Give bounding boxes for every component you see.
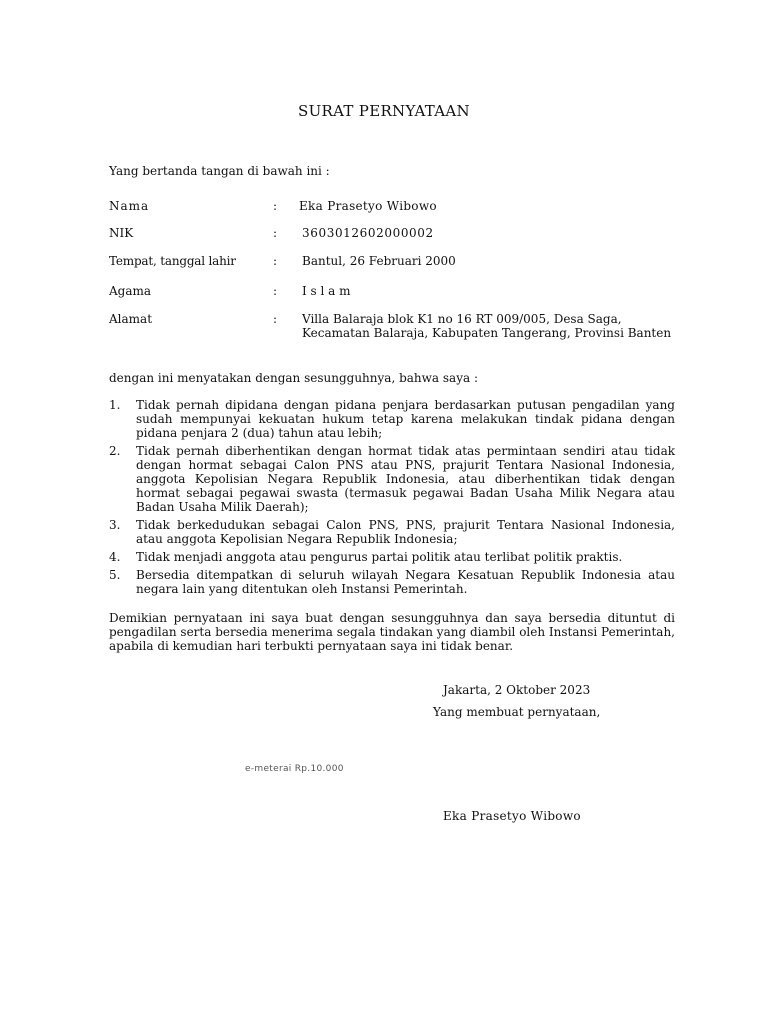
statement-text: Bersedia ditempatkan di seluruh wilayah Negara Kesatuan Republik Indonesia atau negara lain yang ditentukan oleh Instansi Pemerintah. (136, 568, 675, 596)
statement-number: 1. (109, 398, 121, 412)
statement-number: 4. (109, 550, 121, 564)
field-value: I s l a m (302, 284, 351, 298)
maker-label: Yang membuat pernyataan, (433, 705, 601, 719)
statement-item (109, 398, 675, 440)
field-colon: : (273, 199, 278, 213)
statement-number: 3. (109, 518, 121, 532)
field-value: Eka Prasetyo Wibowo (299, 199, 437, 213)
field-label: NIK (109, 226, 134, 240)
statement-number: 5. (109, 568, 121, 582)
field-label: Tempat, tanggal lahir (109, 254, 236, 268)
field-label: Agama (109, 284, 152, 298)
statement-text: Tidak pernah diberhentikan dengan hormat tidak atas permintaan sendiri atau tidak dengan hormat sebagai Calon PNS atau PNS, prajurit Tentara Nasional Indonesia, anggota Kepolisian Negara Republik Indonesia, atau diberhentikan tidak dengan hormat sebagai pegawai swasta (termasuk pegawai Badan Usaha Milik Negara atau Badan Usaha Milik Daerah); (136, 444, 675, 514)
statement-text: Tidak menjadi anggota atau pengurus partai politik atau terlibat politik praktis. (136, 550, 623, 564)
field-colon: : (273, 312, 278, 326)
field-label: Nama (109, 199, 150, 213)
statement-lead: dengan ini menyatakan dengan sesungguhnya, bahwa saya : (109, 371, 478, 385)
document-title: SURAT PERNYATAAN (298, 102, 470, 120)
statement-text: Tidak pernah dipidana dengan pidana penjara berdasarkan putusan pengadilan yang sudah mempunyai kekuatan hukum tetap karena melakukan tindak pidana dengan pidana penjara 2 (dua) tahun atau lebih; (136, 398, 675, 440)
statement-item (109, 444, 675, 514)
statement-number: 2. (109, 444, 121, 458)
statement-text: Tidak berkedudukan sebagai Calon PNS, PNS, prajurit Tentara Nasional Indonesia, atau anggota Kepolisian Negara Republik Indonesia; (136, 518, 675, 546)
statement-list (109, 398, 675, 600)
field-label: Alamat (109, 312, 153, 326)
field-colon: : (273, 254, 278, 268)
closing-paragraph: Demikian pernyataan ini saya buat dengan sesungguhnya dan saya bersedia dituntut di pengadilan serta bersedia menerima segala tindakan yang diambil oleh Instansi Pemerintah, apabila di kemudian hari terbukti pernyataan saya ini tidak benar. (109, 611, 675, 653)
statement-item (109, 568, 675, 596)
intro-text: Yang bertanda tangan di bawah ini : (109, 164, 330, 178)
field-value: Bantul, 26 Februari 2000 (302, 254, 456, 268)
statement-item (109, 550, 675, 564)
field-value: Villa Balaraja blok K1 no 16 RT 009/005, Desa Saga, Kecamatan Balaraja, Kabupaten Tangerang, Provinsi Banten (302, 312, 672, 340)
field-colon: : (273, 226, 278, 240)
place-and-date: Jakarta, 2 Oktober 2023 (443, 683, 591, 697)
e-meterai-stamp: e-meterai Rp.10.000 (245, 764, 344, 774)
field-colon: : (273, 284, 278, 298)
statement-item (109, 518, 675, 546)
field-value: 3603012602000002 (302, 226, 434, 240)
signer-name: Eka Prasetyo Wibowo (443, 809, 581, 823)
